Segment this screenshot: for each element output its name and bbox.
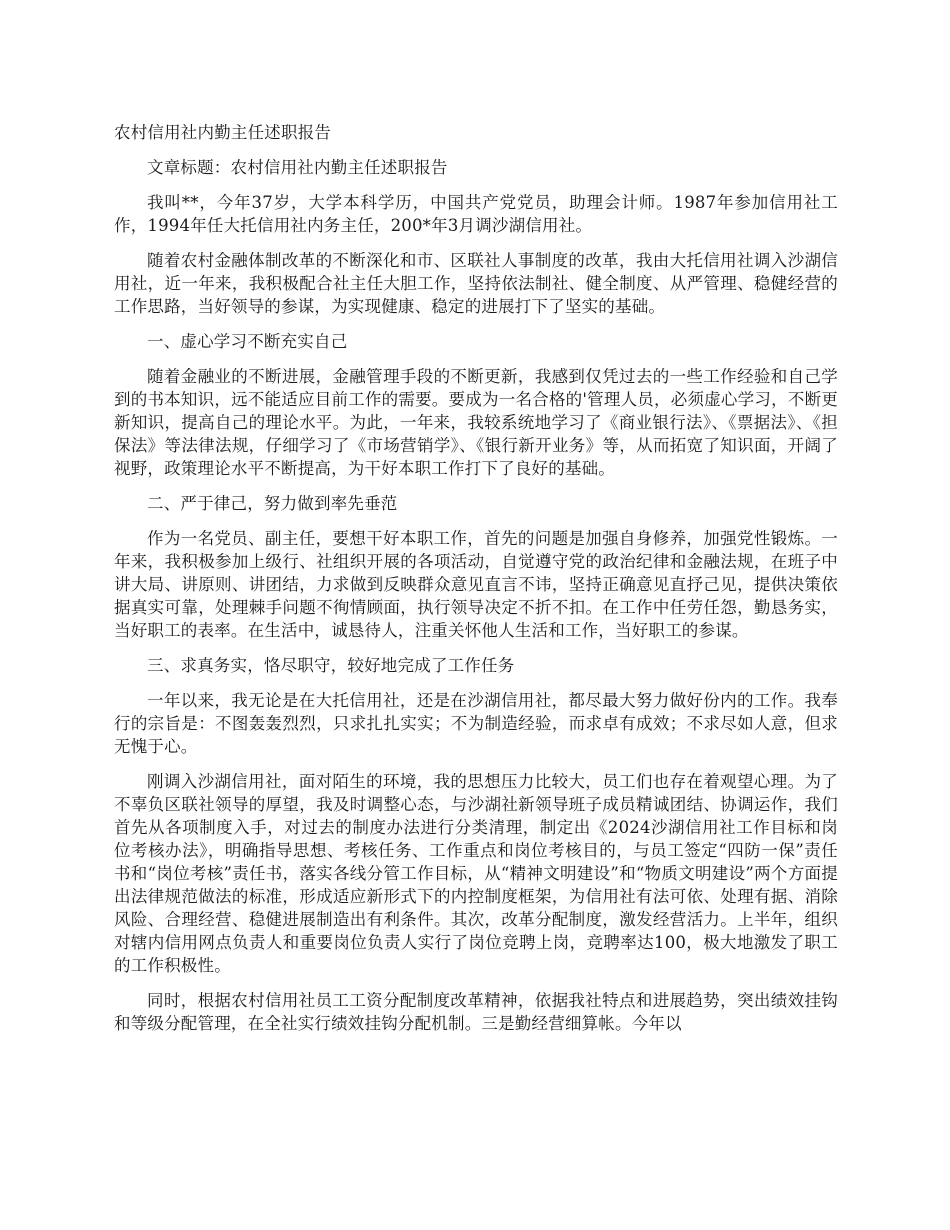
paragraph-intro: 我叫**，今年37岁，大学本科学历，中国共产党党员，助理会计师。1987年参加信用社工作，1994年任大托信用社内务主任，200*年3月调沙湖信用社。 [114, 193, 838, 235]
paragraph-discipline: 作为一名党员、副主任，要想干好本职工作，首先的问题是加强自身修养，加强党性锻炼。一年来，我积极参加上级行、社组织开展的各项活动，自觉遵守党的政治纪律和金融法规，在班子中讲大局、讲原则、讲团结，力求做到反映群众意见直言不讳，坚持正确意见直抒己见，提供决策依据真实可靠，处理棘手问题不徇情顾面，执行领导决定不折不扣。在工作中任劳任怨，勤恳务实，当好职工的表率。在生活中，诚恳待人，注重关怀他人生活和工作，当好职工的参谋。 [114, 529, 838, 640]
paragraph-reform: 刚调入沙湖信用社，面对陌生的环境，我的思想压力比较大，员工们也存在着观望心理。为了不辜负区联社领导的厚望，我及时调整心态，与沙湖社新领导班子成员精诚团结、协调运作，我们首先从各项制度入手，对过去的制度办法进行分类清理，制定出《2024沙湖信用社工作目标和岗位考核办法》，明确指导思想、考核任务、工作重点和岗位考核目的，与员工签定“四防一保”责任书和“岗位考核”责任书，落实各线分管工作目标，从“精神文明建设”和“物质文明建设”两个方面提出法律规范做法的标准，形成适应新形式下的内控制度框架，为信用社有法可依、处理有据、消除风险、合理经营、稳健进展制造出有利条件。其次，改革分配制度，激发经营活力。上半年，组织对辖内信用网点负责人和重要岗位负责人实行了岗位竞聘上岗，竞聘率达100，极大地激发了职工的工作积极性。 [114, 772, 838, 975]
section-heading-2: 二、严于律己，努力做到率先垂范 [147, 494, 398, 513]
section-heading-1: 一、虚心学习不断充实自己 [147, 332, 348, 351]
section-heading-3: 三、求真务实，恪尽职守，较好地完成了工作任务 [147, 656, 515, 675]
document-title: 农村信用社内勤主任述职报告 [114, 123, 332, 142]
paragraph-background: 随着农村金融体制改革的不断深化和市、区联社人事制度的改革，我由大托信用社调入沙湖信用社，近一年来，我积极配合社主任大胆工作，坚持依法制社、健全制度、从严管理、稳健经营的工作思路，当好领导的参谋，为实现健康、稳定的进展打下了坚实的基础。 [114, 251, 838, 316]
paragraph-study: 随着金融业的不断进展，金融管理手段的不断更新，我感到仅凭过去的一些工作经验和自己学到的书本知识，远不能适应目前工作的需要。要成为一名合格的'管理人员，必须虚心学习，不断更新知识，提高自己的理论水平。为此，一年来，我较系统地学习了《商业银行法》、《票据法》、《担保法》等法律法规，仔细学习了《市场营销学》、《银行新开业务》等，从而拓宽了知识面，开阔了视野，政策理论水平不断提高，为干好本职工作打下了良好的基础。 [114, 367, 838, 478]
document-body [114, 121, 838, 1047]
paragraph-salary: 同时，根据农村信用社员工工资分配制度改革精神，依据我社特点和进展趋势，突出绩效挂钩和等级分配管理，在全社实行绩效挂钩分配机制。三是勤经营细算帐。今年以 [114, 991, 838, 1033]
paragraph-duty: 一年以来，我无论是在大托信用社，还是在沙湖信用社，都尽最大努力做好份内的工作。我奉行的宗旨是：不图轰轰烈烈，只求扎扎实实；不为制造经验，而求卓有成效；不求尽如人意，但求无愧于心。 [114, 691, 838, 756]
article-title-line: 文章标题：农村信用社内勤主任述职报告 [147, 158, 448, 177]
